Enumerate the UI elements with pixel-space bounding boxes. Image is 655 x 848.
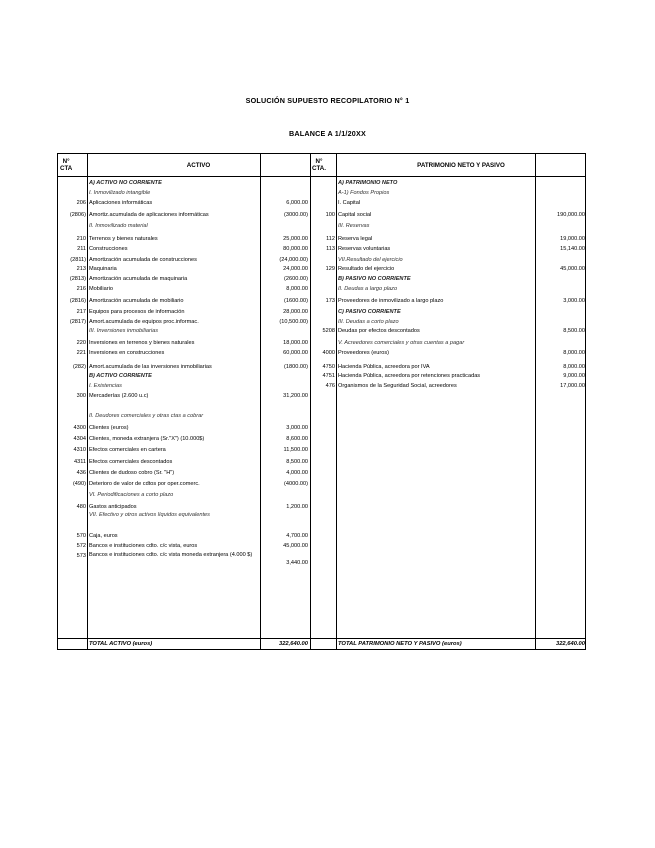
pasivo-account-name: Hacienda Pública, acreedora por IVA [338, 364, 430, 370]
activo-account-name: Construcciones [89, 246, 128, 252]
activo-cta-number: 216 [76, 286, 86, 292]
pasivo-section-heading: B) PASIVO NO CORRIENTE [338, 276, 411, 282]
activo-account-name: Maquinaria [89, 266, 117, 272]
activo-account-name: Amortización acumulada de construcciones [89, 257, 197, 263]
pasivo-account-name: Reserva legal [338, 236, 373, 242]
pasivo-cta-number: 100 [325, 212, 335, 218]
pasivo-section-heading: A) PATRIMONIO NETO [338, 180, 398, 186]
page-title: SOLUCIÓN SUPUESTO RECOPILATORIO N° 1 [245, 96, 410, 105]
activo-account-name: Clientes de dudoso cobro (Sr. "H") [89, 470, 175, 476]
header-pasivo: PATRIMONIO NETO Y PASIVO [417, 161, 505, 169]
pasivo-cta-number: 4750 [322, 364, 335, 370]
page-subtitle: BALANCE A 1/1/20XX [289, 129, 366, 138]
pasivo-amount: 19,000.00 [560, 236, 585, 242]
activo-cta-number: (2813) [69, 276, 86, 282]
activo-section-heading: VII. Efectivo y otros activos líquidos equivalentes [89, 512, 210, 518]
pasivo-amount: 8,000.00 [563, 350, 585, 356]
activo-amount: (4000.00) [284, 481, 308, 487]
pasivo-account-name: I. Capital [338, 200, 361, 206]
activo-cta-number: 4311 [73, 459, 86, 465]
activo-amount: 3,000.00 [286, 425, 308, 431]
activo-amount: 31,200.00 [283, 393, 308, 399]
activo-amount: 28,000.00 [283, 309, 308, 315]
pasivo-total-label: TOTAL PATRIMONIO NETO Y PASIVO (euros) [338, 641, 462, 647]
activo-account-name: Mercaderías (2.600 u.c) [89, 393, 149, 399]
activo-cta-number: 210 [76, 236, 86, 242]
activo-account-name: Caja, euros [89, 533, 118, 539]
pasivo-account-name: Reservas voluntarias [338, 246, 391, 252]
col-divider [336, 154, 337, 649]
activo-amount: 4,700.00 [286, 533, 308, 539]
activo-cta-number: 572 [76, 543, 86, 549]
activo-cta-number: 573 [76, 553, 86, 559]
pasivo-section-heading: VII.Resultado del ejercicio [338, 257, 403, 263]
total-divider [58, 638, 585, 639]
header-divider [58, 176, 585, 177]
col-divider [535, 154, 536, 649]
header-cta-right: N° CTA. [312, 158, 326, 172]
activo-amount: 8,500.00 [286, 459, 308, 465]
pasivo-amount: 8,000.00 [563, 364, 585, 370]
activo-account-name: Amort.acumulada de equipos proc.informac. [89, 319, 199, 325]
activo-amount: 8,000.00 [286, 286, 308, 292]
pasivo-cta-number: 4000 [322, 350, 335, 356]
activo-cta-number: 480 [76, 504, 86, 510]
activo-section-heading: I. Existencias [89, 383, 122, 389]
pasivo-cta-number: 129 [325, 266, 335, 272]
activo-cta-number: (2811) [70, 257, 86, 263]
activo-cta-number: (2817) [69, 319, 86, 325]
pasivo-account-name: Resultado del ejercicio [338, 266, 395, 272]
activo-account-name: Amort.acumulada de las inversiones inmobiliarias [89, 364, 212, 370]
activo-amount: 3,440.00 [286, 560, 308, 566]
activo-total-amount: 322,640.00 [278, 641, 308, 647]
activo-account-name: Gastos anticipados [89, 504, 137, 510]
activo-cta-number: 206 [76, 200, 86, 206]
col-divider [260, 154, 261, 649]
pasivo-cta-number: 113 [326, 246, 335, 252]
activo-section-heading: VI. Periodificaciones a corto plazo [89, 492, 174, 498]
activo-cta-number: 220 [76, 340, 86, 346]
activo-amount: (3000.00) [284, 212, 308, 218]
col-divider [87, 154, 88, 649]
activo-section-heading: III. Inversiones inmobiliarias [89, 328, 159, 334]
pasivo-section-heading: II. Deudas a largo plazo [338, 286, 398, 292]
activo-account-name: Bancos e instituciones cdto. c/c vista moneda extranjera (4.000 $) [89, 552, 253, 558]
activo-amount: 11,500.00 [283, 447, 308, 453]
activo-account-name: Amortiz.acumulada de aplicaciones informáticas [89, 212, 209, 218]
activo-account-name: Terrenos y bienes naturales [89, 236, 158, 242]
activo-total-label: TOTAL ACTIVO (euros) [89, 641, 153, 647]
col-divider [310, 154, 311, 649]
activo-account-name: Aplicaciones informáticas [89, 200, 153, 206]
header-activo: ACTIVO [186, 161, 211, 169]
activo-section-heading: A) ACTIVO NO CORRIENTE [89, 180, 162, 186]
pasivo-total-amount: 322,640.00 [555, 641, 585, 647]
pasivo-section-heading: A-1) Fondos Propios [338, 190, 390, 196]
activo-amount: 24,000.00 [283, 266, 308, 272]
activo-cta-number: 213 [76, 266, 86, 272]
activo-cta-number: 221 [76, 350, 86, 356]
pasivo-amount: 3,000.00 [563, 298, 585, 304]
activo-cta-number: 300 [76, 393, 86, 399]
pasivo-amount: 15,140.00 [560, 246, 585, 252]
activo-amount: 4,000.00 [286, 470, 308, 476]
activo-cta-number: 4304 [73, 436, 86, 442]
pasivo-section-heading: V. Acreedores comerciales y otras cuentas a pagar [338, 340, 465, 346]
activo-amount: (24,000.00) [279, 257, 308, 263]
pasivo-account-name: Proveedores de inmovilizado a largo plazo [338, 298, 444, 304]
pasivo-cta-number: 112 [326, 236, 335, 242]
activo-amount: 18,000.00 [283, 340, 308, 346]
pasivo-account-name: Proveedores (euros) [338, 350, 389, 356]
pasivo-amount: 17,000.00 [560, 383, 585, 389]
activo-amount: (10,500.00) [279, 319, 308, 325]
pasivo-amount: 9,000.00 [563, 373, 585, 379]
balance-sheet-table [57, 153, 586, 650]
activo-cta-number: 570 [76, 533, 86, 539]
activo-cta-number: 217 [76, 309, 86, 315]
pasivo-cta-number: 5208 [322, 328, 335, 334]
pasivo-section-heading: III. Deudas a corto plazo [338, 319, 399, 325]
pasivo-account-name: Organismos de la Seguridad Social, acreedores [338, 383, 457, 389]
pasivo-section-heading: C) PASIVO CORRIENTE [338, 309, 401, 315]
activo-account-name: Clientes (euros) [89, 425, 129, 431]
activo-cta-number: (282) [72, 364, 86, 370]
pasivo-account-name: Hacienda Pública, acreedora por retenciones practicadas [338, 373, 481, 379]
activo-amount: (2600.00) [284, 276, 308, 282]
pasivo-cta-number: 4751 [322, 373, 335, 379]
activo-section-heading: II. Inmovilizado material [89, 223, 148, 229]
header-cta-left: N° CTA [60, 158, 73, 172]
activo-cta-number: (490) [72, 481, 86, 487]
activo-account-name: Inversiones en terrenos y bienes naturales [89, 340, 195, 346]
pasivo-amount: 45,000.00 [560, 266, 585, 272]
activo-account-name: Mobiliario [89, 286, 113, 292]
activo-cta-number: 4310 [73, 447, 86, 453]
activo-section-heading: B) ACTIVO CORRIENTE [89, 373, 152, 379]
pasivo-section-heading: III. Reservas [338, 223, 370, 229]
activo-amount: 25,000.00 [283, 236, 308, 242]
activo-amount: 80,000.00 [283, 246, 308, 252]
activo-account-name: Efectos comerciales descontados [89, 459, 173, 465]
activo-cta-number: (2806) [69, 212, 86, 218]
activo-account-name: Bancos e instituciones cdto. c/c vista, euros [89, 543, 198, 549]
activo-amount: (1600.00) [284, 298, 308, 304]
activo-section-heading: II. Deudores comerciales y otras ctas a cobrar [89, 413, 204, 419]
activo-amount: 8,600.00 [286, 436, 308, 442]
activo-amount: 1,200.00 [286, 504, 308, 510]
activo-amount: 45,000.00 [283, 543, 308, 549]
pasivo-account-name: Capital social [338, 212, 372, 218]
pasivo-amount: 8,500.00 [563, 328, 585, 334]
activo-cta-number: 211 [77, 246, 86, 252]
activo-amount: 60,000.00 [283, 350, 308, 356]
activo-account-name: Efectos comerciales en cartera [89, 447, 166, 453]
activo-amount: (1800.00) [284, 364, 308, 370]
activo-cta-number: 4300 [73, 425, 86, 431]
activo-account-name: Equipos para procesos de información [89, 309, 185, 315]
activo-account-name: Clientes, moneda extranjera (Sr."X") (10.000$) [89, 436, 205, 442]
pasivo-cta-number: 173 [325, 298, 335, 304]
activo-account-name: Amortización acumulada de mobiliario [89, 298, 184, 304]
activo-account-name: Inversiones en construcciones [89, 350, 165, 356]
pasivo-cta-number: 476 [325, 383, 335, 389]
activo-section-heading: I. Inmovilizado intangible [89, 190, 151, 196]
activo-account-name: Deterioro de valor de cdtos por oper.comerc. [89, 481, 200, 487]
activo-account-name: Amortización acumulada de maquinaria [89, 276, 188, 282]
pasivo-account-name: Deudas por efectos descontados [338, 328, 420, 334]
pasivo-amount: 190,000.00 [557, 212, 585, 218]
activo-cta-number: (2816) [69, 298, 86, 304]
activo-amount: 6,000.00 [286, 200, 308, 206]
activo-cta-number: 436 [76, 470, 86, 476]
